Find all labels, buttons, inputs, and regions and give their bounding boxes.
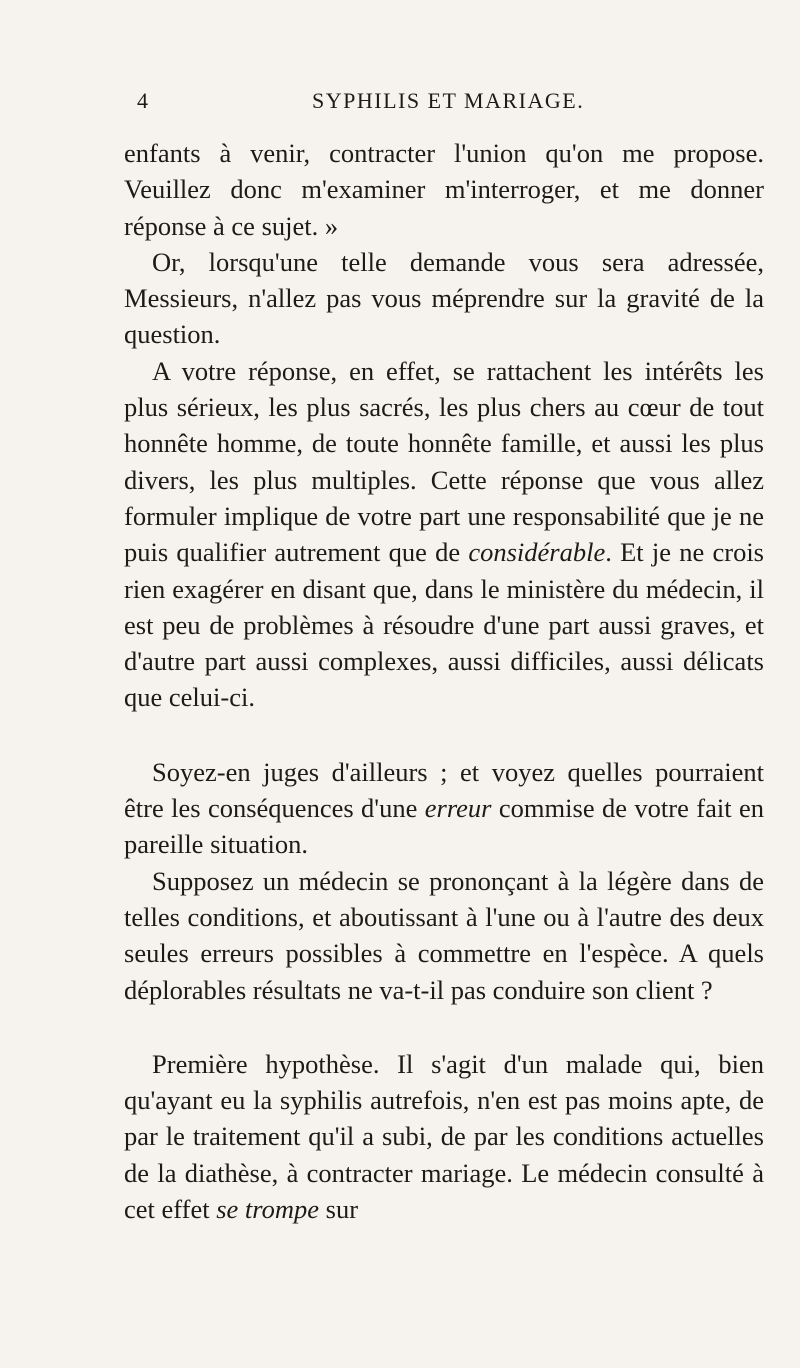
paragraph-first-hypothesis bbox=[124, 1046, 764, 1227]
paragraph-responsibility bbox=[124, 353, 764, 716]
paragraph-text: Supposez un médecin se prononçant à la légère dans de telles conditions, et aboutissant à l'une ou à l'autre des deux seules erreurs possibles à commettre en l'espèce. A quels déplorables résultats ne va-t-il pas conduire son client ? bbox=[124, 865, 764, 1005]
running-title: SYPHILIS ET MARIAGE. bbox=[312, 88, 585, 113]
emphasis-considerable: considérable bbox=[468, 537, 606, 568]
paragraph-text: A votre réponse, en effet, se rattachent les intérêts les plus sérieux, les plus sacrés, les plus chers au cœur de tout honnête homme, de toute honnête famille, et aussi les plus divers, les plus multiples. Cette réponse que vous allez formuler implique de votre part une responsabilité que je ne puis qualifier autrement que de bbox=[124, 355, 764, 568]
paragraph-text: sur bbox=[319, 1194, 359, 1225]
paragraph-continuation bbox=[124, 135, 764, 244]
page-header bbox=[0, 88, 800, 128]
paragraph-text: Soyez-en juges d'ailleurs ; et voyez quelles pourraient être les conséquences d'une bbox=[124, 756, 764, 824]
emphasis-erreur: erreur bbox=[424, 793, 492, 824]
paragraph-text: Or, lorsqu'une telle demande vous sera adressée, Messieurs, n'allez pas vous méprendre sur la gravité de la question. bbox=[124, 246, 764, 350]
paragraph-text: enfants à venir, contracter l'union qu'on me propose. Veuillez donc m'examiner m'interroger, et me donner réponse à ce sujet. » bbox=[124, 138, 764, 241]
paragraph-consequences bbox=[124, 754, 764, 863]
emphasis-se-trompe: se trompe bbox=[216, 1194, 319, 1225]
body-text bbox=[124, 135, 764, 1227]
paragraph-gravity bbox=[124, 244, 764, 353]
paragraph-text: Première hypothèse. Il s'agit d'un malade qui, bien qu'ayant eu la syphilis autrefois, n'en est pas moins apte, de par le traitement qu'il a subi, de par les conditions actuelles de la diathèse, à contracter mariage. Le médecin consulté à cet effet bbox=[124, 1048, 764, 1225]
page-number: 4 bbox=[137, 88, 149, 113]
paragraph-text: commise de votre fait en pareille situation. bbox=[124, 793, 764, 860]
paragraph-text: . Et je ne crois rien exagérer en disant que, dans le ministère du médecin, il est peu de problèmes à résoudre d'une part aussi graves, et d'autre part aussi complexes, aussi difficiles, aussi délicats que celui-ci. bbox=[124, 537, 764, 713]
paragraph-suppose bbox=[124, 863, 764, 1008]
